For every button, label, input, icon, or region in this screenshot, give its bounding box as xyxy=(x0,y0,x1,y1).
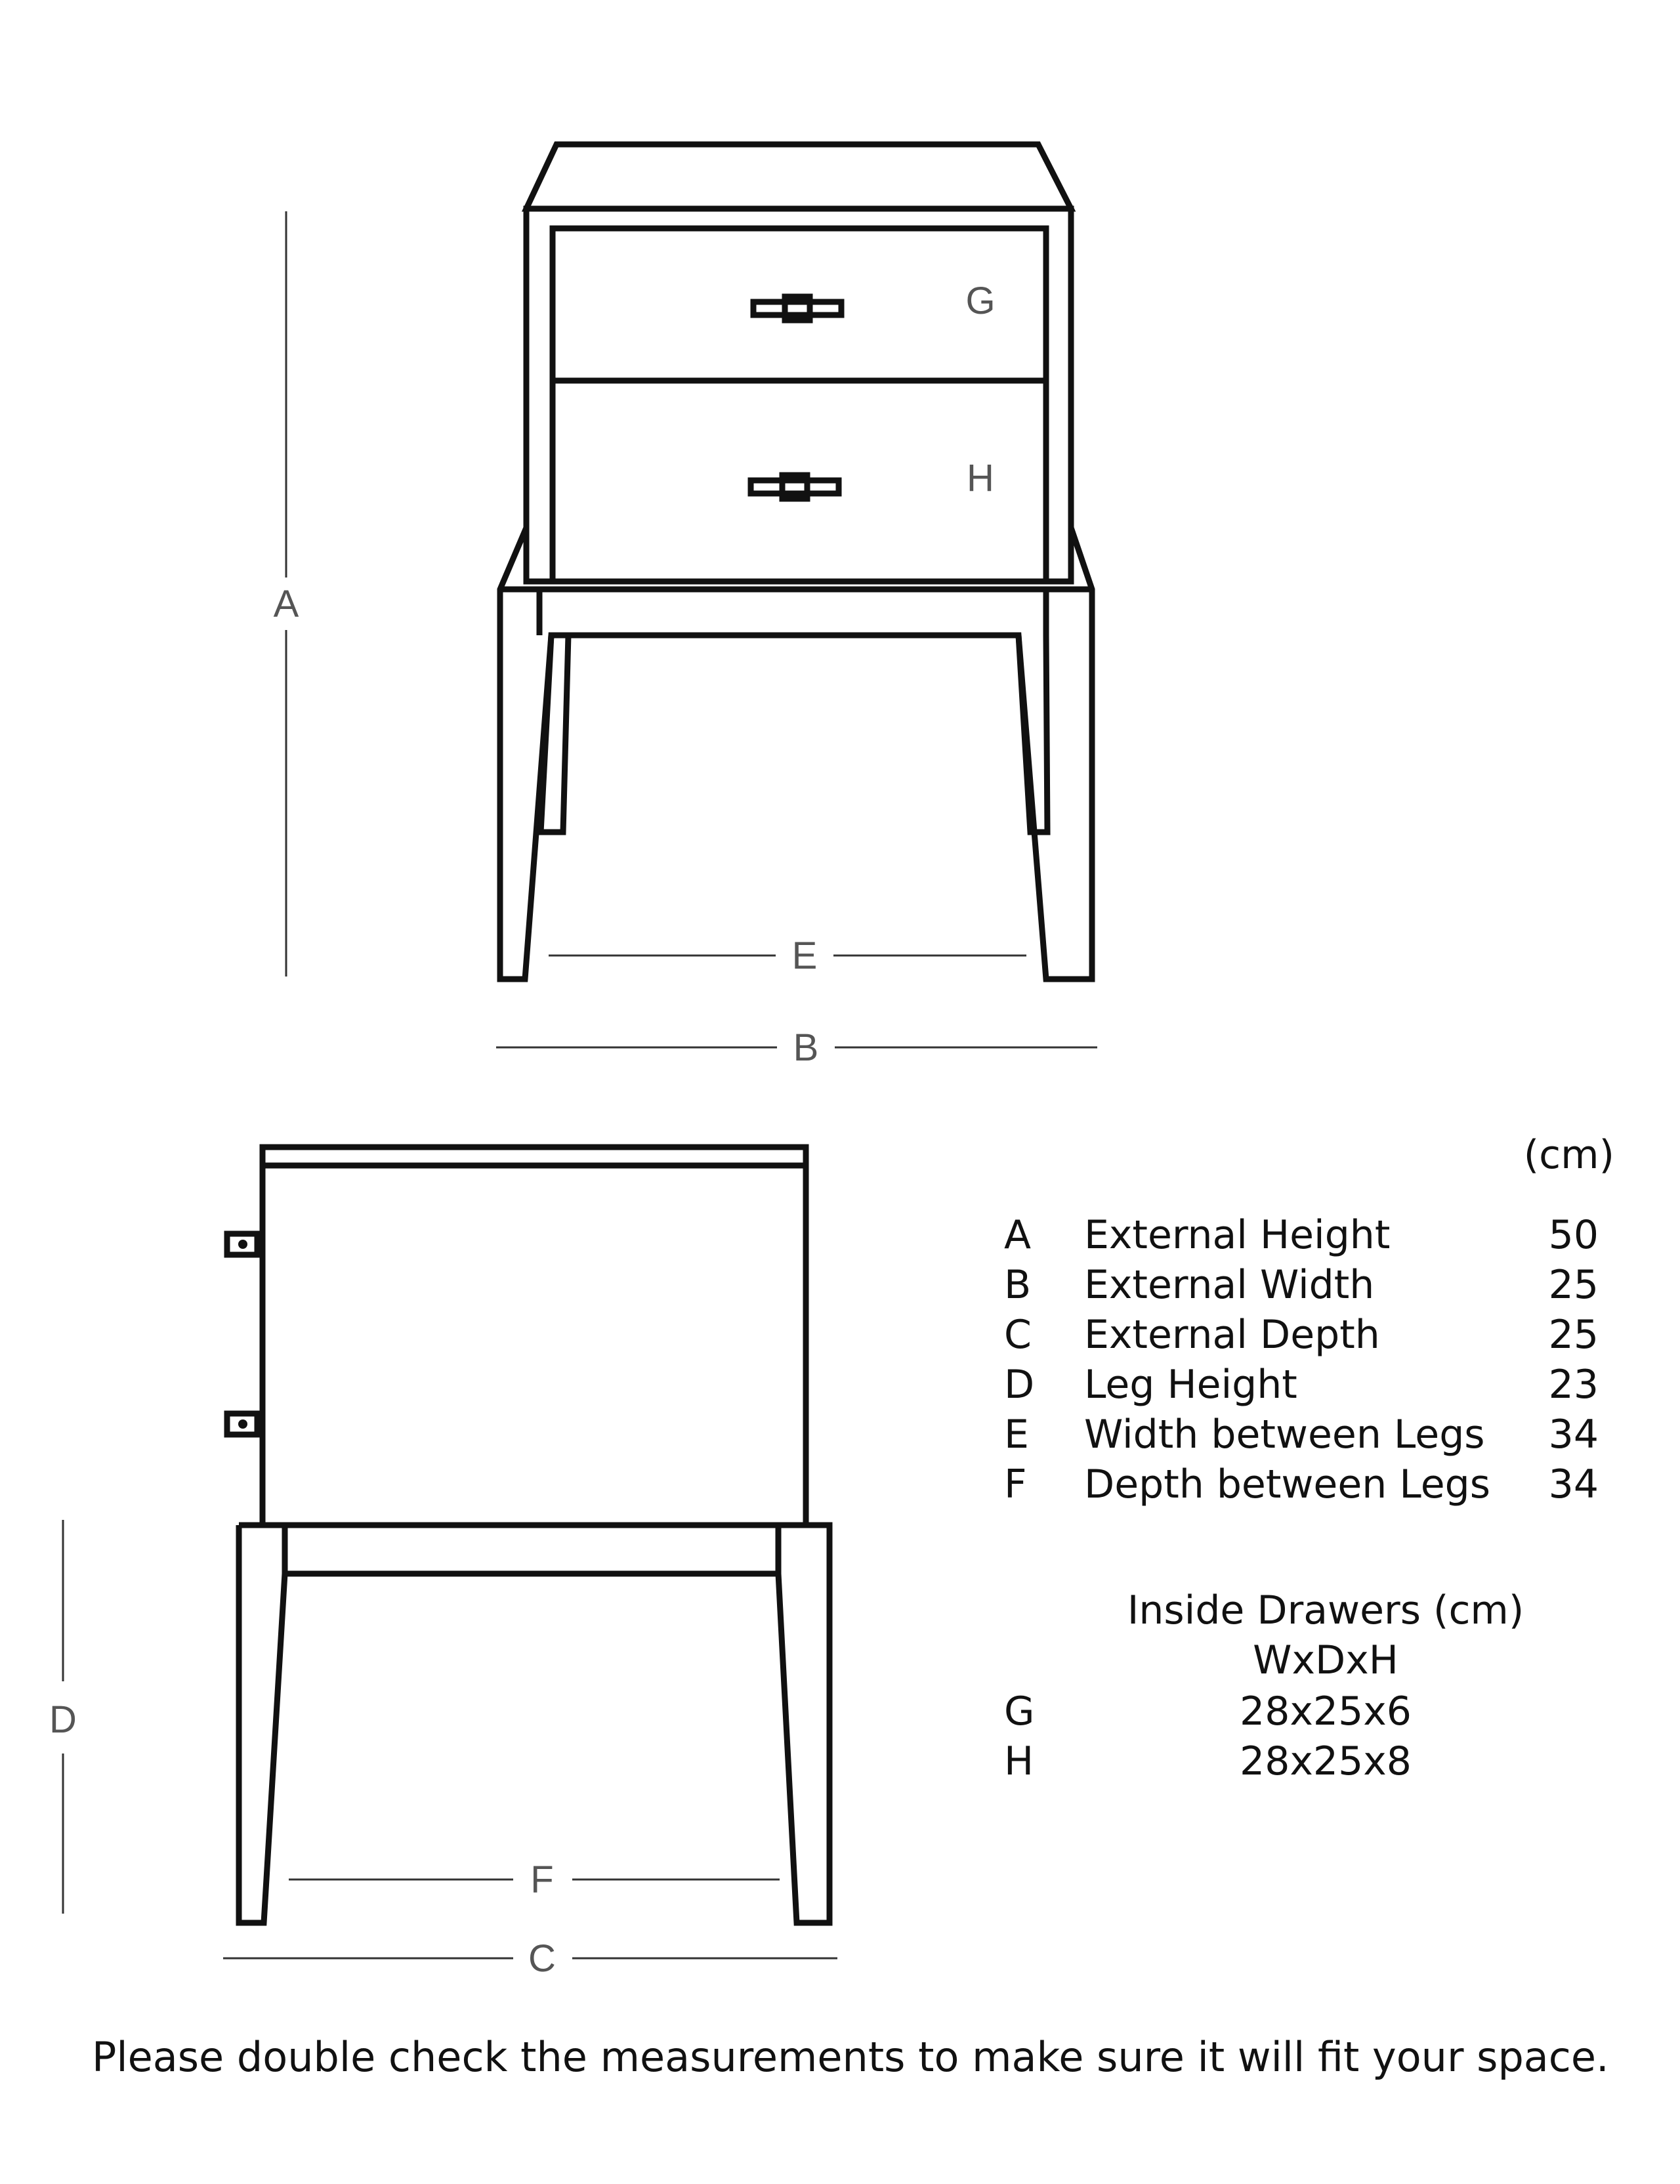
drawer-value-h: 28x25x8 xyxy=(1240,1738,1412,1784)
row-name-a: External Height xyxy=(1084,1212,1391,1258)
drawer-value-g: 28x25x6 xyxy=(1240,1689,1412,1734)
row-value-d: 23 xyxy=(1548,1362,1599,1408)
footer-note: Please double check the measurements to make sure it will fit your space. xyxy=(92,2033,1609,2081)
front-stand xyxy=(500,528,1092,979)
row-letter-f: F xyxy=(1004,1461,1027,1507)
row-name-b: External Width xyxy=(1084,1262,1375,1308)
row-name-c: External Depth xyxy=(1084,1312,1380,1358)
label-f: F xyxy=(530,1858,554,1901)
row-value-e: 34 xyxy=(1548,1412,1599,1458)
label-d: D xyxy=(49,1698,77,1741)
dimension-e xyxy=(549,934,1026,977)
drawer-letter-g: G xyxy=(1004,1689,1035,1734)
drawer-letter-h: H xyxy=(1004,1738,1034,1784)
label-c: C xyxy=(528,1937,556,1980)
dimension-f xyxy=(289,1858,780,1901)
dimension-c xyxy=(223,1937,837,1980)
cabinet-body xyxy=(526,209,1071,581)
label-b: B xyxy=(793,1026,819,1069)
side-body xyxy=(262,1166,806,1525)
row-name-e: Width between Legs xyxy=(1084,1412,1485,1458)
row-value-b: 25 xyxy=(1548,1262,1599,1308)
dimension-d xyxy=(49,1520,77,1914)
unit-header: (cm) xyxy=(1523,1132,1614,1178)
drawer-g-handle xyxy=(753,297,841,320)
label-h: H xyxy=(967,457,994,499)
row-letter-b: B xyxy=(1004,1262,1032,1308)
row-value-f: 34 xyxy=(1548,1461,1599,1507)
row-name-d: Leg Height xyxy=(1084,1362,1297,1408)
row-value-a: 50 xyxy=(1548,1212,1599,1258)
label-e: E xyxy=(791,934,818,977)
label-g: G xyxy=(965,280,996,322)
row-letter-c: C xyxy=(1004,1312,1032,1358)
dimension-b xyxy=(496,1026,1097,1069)
drawer-h-handle xyxy=(751,475,839,499)
row-letter-a: A xyxy=(1004,1212,1032,1258)
drawers-subtitle: WxDxH xyxy=(1253,1637,1398,1683)
cabinet-top xyxy=(526,144,1071,209)
dimension-a xyxy=(274,211,299,976)
row-letter-d: D xyxy=(1004,1362,1035,1408)
row-value-c: 25 xyxy=(1548,1312,1599,1358)
label-a: A xyxy=(273,583,299,625)
row-letter-e: E xyxy=(1004,1412,1029,1458)
drawers-title: Inside Drawers (cm) xyxy=(1127,1587,1524,1633)
side-handle-bottom xyxy=(227,1414,257,1435)
side-handle-top xyxy=(227,1234,257,1255)
side-view xyxy=(227,1147,830,1923)
row-name-f: Depth between Legs xyxy=(1084,1461,1490,1507)
front-view xyxy=(500,144,1092,979)
